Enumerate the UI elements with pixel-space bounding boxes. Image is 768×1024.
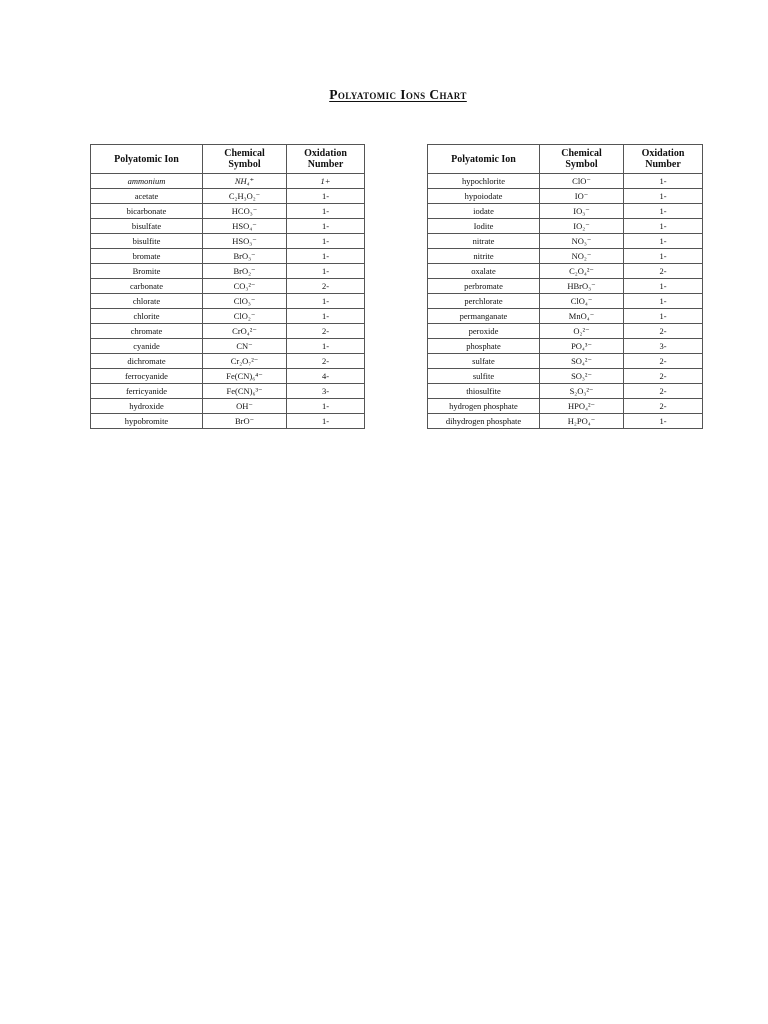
ion-name-cell: hypoiodate (428, 189, 540, 204)
table-row (428, 354, 703, 369)
chemical-symbol-cell: ClO₄⁻ (540, 294, 624, 309)
table-row (428, 414, 703, 429)
table-row (91, 399, 365, 414)
table-header-row (428, 145, 703, 174)
table-row (428, 294, 703, 309)
oxidation-number-cell: 1- (287, 414, 365, 429)
oxidation-number-cell: 1- (624, 294, 703, 309)
ion-name-cell: perbromate (428, 279, 540, 294)
ions-table-left (90, 144, 365, 429)
ion-name-cell: acetate (91, 189, 203, 204)
chemical-symbol-cell: PO₄³⁻ (540, 339, 624, 354)
oxidation-number-cell: 4- (287, 369, 365, 384)
chemical-symbol-cell: MnO₄⁻ (540, 309, 624, 324)
oxidation-number-cell: 2- (624, 399, 703, 414)
ion-name-cell: hydrogen phosphate (428, 399, 540, 414)
header-oxidation-number-line1: Oxidation (641, 148, 685, 159)
chemical-symbol-cell: Fe(CN)₆⁴⁻ (203, 369, 287, 384)
oxidation-number-cell: 2- (624, 369, 703, 384)
table-header-row (91, 145, 365, 174)
chemical-symbol-cell: HPO₄²⁻ (540, 399, 624, 414)
ions-table-left-body (91, 174, 365, 429)
ion-name-cell: permanganate (428, 309, 540, 324)
chemical-symbol-cell: NO₃⁻ (540, 234, 624, 249)
chemical-symbol-cell: IO⁻ (540, 189, 624, 204)
table-row (428, 324, 703, 339)
chemical-symbol-cell: NH₄⁺ (203, 174, 287, 189)
ion-name-cell: dihydrogen phosphate (428, 414, 540, 429)
ion-name-cell: hypobromite (91, 414, 203, 429)
ion-name-cell: dichromate (91, 354, 203, 369)
ion-name-cell: chromate (91, 324, 203, 339)
oxidation-number-cell: 1- (287, 234, 365, 249)
chemical-symbol-cell: BrO₂⁻ (203, 264, 287, 279)
ion-name-cell: ferrocyanide (91, 369, 203, 384)
oxidation-number-cell: 1+ (287, 174, 365, 189)
chemical-symbol-cell: IO₃⁻ (540, 204, 624, 219)
header-oxidation-number-line1: Oxidation (304, 148, 347, 159)
oxidation-number-cell: 1- (287, 339, 365, 354)
ion-name-cell: peroxide (428, 324, 540, 339)
ion-name-cell: ferricyanide (91, 384, 203, 399)
chemical-symbol-cell: NO₂⁻ (540, 249, 624, 264)
ion-name-cell: bicarbonate (91, 204, 203, 219)
header-oxidation-number-line2: Number (307, 159, 344, 170)
chemical-symbol-cell: O₂²⁻ (540, 324, 624, 339)
chemical-symbol-cell: OH⁻ (203, 399, 287, 414)
oxidation-number-cell: 1- (287, 189, 365, 204)
oxidation-number-cell: 2- (287, 354, 365, 369)
table-row (91, 324, 365, 339)
header-chemical-symbol-line2: Symbol (565, 159, 598, 170)
chemical-symbol-cell: HBrO₃⁻ (540, 279, 624, 294)
chemical-symbol-cell: ClO⁻ (540, 174, 624, 189)
oxidation-number-cell: 1- (287, 219, 365, 234)
oxidation-number-cell: 3- (624, 339, 703, 354)
table-row (91, 279, 365, 294)
ion-name-cell: Bromite (91, 264, 203, 279)
oxidation-number-cell: 2- (624, 264, 703, 279)
ion-name-cell: carbonate (91, 279, 203, 294)
table-row (428, 174, 703, 189)
chemical-symbol-cell: C₂H₃O₂⁻ (203, 189, 287, 204)
ion-name-cell: sulfite (428, 369, 540, 384)
header-polyatomic-ion: Polyatomic Ion (91, 145, 203, 174)
table-row (91, 369, 365, 384)
ion-name-cell: bisulfite (91, 234, 203, 249)
chemical-symbol-cell: HSO₄⁻ (203, 219, 287, 234)
table-row (91, 264, 365, 279)
ion-name-cell: oxalate (428, 264, 540, 279)
ion-name-cell: chlorite (91, 309, 203, 324)
oxidation-number-cell: 1- (287, 399, 365, 414)
header-oxidation-number (624, 145, 703, 174)
oxidation-number-cell: 1- (624, 174, 703, 189)
oxidation-number-cell: 1- (624, 279, 703, 294)
ion-name-cell: chlorate (91, 294, 203, 309)
oxidation-number-cell: 1- (624, 204, 703, 219)
chemical-symbol-cell: BrO₃⁻ (203, 249, 287, 264)
oxidation-number-cell: 1- (287, 204, 365, 219)
chemical-symbol-cell: ClO₂⁻ (203, 309, 287, 324)
oxidation-number-cell: 2- (624, 324, 703, 339)
oxidation-number-cell: 1- (624, 414, 703, 429)
ion-name-cell: sulfate (428, 354, 540, 369)
chemical-symbol-cell: CO₃²⁻ (203, 279, 287, 294)
ion-name-cell: cyanide (91, 339, 203, 354)
ion-name-cell: perchlorate (428, 294, 540, 309)
oxidation-number-cell: 1- (624, 234, 703, 249)
chemical-symbol-cell: IO₂⁻ (540, 219, 624, 234)
table-row (428, 204, 703, 219)
ion-name-cell: bromate (91, 249, 203, 264)
table-row (428, 339, 703, 354)
header-oxidation-number-line2: Number (645, 159, 681, 170)
header-chemical-symbol-line1: Chemical (561, 148, 602, 159)
ion-name-cell: phosphate (428, 339, 540, 354)
oxidation-number-cell: 1- (287, 294, 365, 309)
header-chemical-symbol (540, 145, 624, 174)
chemical-symbol-cell: C₂O₄²⁻ (540, 264, 624, 279)
oxidation-number-cell: 1- (287, 264, 365, 279)
oxidation-number-cell: 2- (624, 354, 703, 369)
chemical-symbol-cell: Fe(CN)₆³⁻ (203, 384, 287, 399)
ion-name-cell: nitrate (428, 234, 540, 249)
chemical-symbol-cell: SO₄²⁻ (540, 354, 624, 369)
table-row (428, 369, 703, 384)
ion-name-cell: ammonium (91, 174, 203, 189)
table-row (91, 219, 365, 234)
header-chemical-symbol-line1: Chemical (224, 148, 265, 159)
oxidation-number-cell: 1- (624, 249, 703, 264)
oxidation-number-cell: 1- (624, 219, 703, 234)
table-row (91, 189, 365, 204)
oxidation-number-cell: 1- (624, 309, 703, 324)
ions-table-right-body (428, 174, 703, 429)
oxidation-number-cell: 2- (287, 279, 365, 294)
page-title-text: Polyatomic Ions Chart (329, 87, 467, 102)
oxidation-number-cell: 2- (287, 324, 365, 339)
chemical-symbol-cell: SO₃²⁻ (540, 369, 624, 384)
header-chemical-symbol (203, 145, 287, 174)
chemical-symbol-cell: HSO₃⁻ (203, 234, 287, 249)
oxidation-number-cell: 2- (624, 384, 703, 399)
oxidation-number-cell: 1- (287, 309, 365, 324)
table-row (91, 294, 365, 309)
ion-name-cell: iodate (428, 204, 540, 219)
table-row (428, 279, 703, 294)
table-row (91, 204, 365, 219)
table-row (428, 219, 703, 234)
table-row (428, 264, 703, 279)
table-row (428, 249, 703, 264)
table-row (91, 249, 365, 264)
table-row (91, 174, 365, 189)
header-oxidation-number (287, 145, 365, 174)
ion-name-cell: nitrite (428, 249, 540, 264)
oxidation-number-cell: 3- (287, 384, 365, 399)
table-row (91, 309, 365, 324)
ion-name-cell: hydroxide (91, 399, 203, 414)
chemical-symbol-cell: CN⁻ (203, 339, 287, 354)
table-row (428, 384, 703, 399)
chemical-symbol-cell: S₂O₃²⁻ (540, 384, 624, 399)
table-row (91, 384, 365, 399)
table-row (428, 234, 703, 249)
table-row (91, 354, 365, 369)
chemical-symbol-cell: H₂PO₄⁻ (540, 414, 624, 429)
table-row (428, 399, 703, 414)
chemical-symbol-cell: BrO⁻ (203, 414, 287, 429)
ions-table-right (427, 144, 703, 429)
ion-name-cell: bisulfate (91, 219, 203, 234)
ion-name-cell: hypochlorite (428, 174, 540, 189)
ion-name-cell: Iodite (428, 219, 540, 234)
page-title (0, 87, 768, 103)
header-chemical-symbol-line2: Symbol (228, 159, 261, 170)
table-row (91, 339, 365, 354)
chemical-symbol-cell: HCO₃⁻ (203, 204, 287, 219)
chemical-symbol-cell: ClO₃⁻ (203, 294, 287, 309)
table-row (428, 189, 703, 204)
table-row (428, 309, 703, 324)
ion-name-cell: thiosulfite (428, 384, 540, 399)
chemical-symbol-cell: CrO₄²⁻ (203, 324, 287, 339)
chemical-symbol-cell: Cr₂O₇²⁻ (203, 354, 287, 369)
oxidation-number-cell: 1- (624, 189, 703, 204)
header-polyatomic-ion: Polyatomic Ion (428, 145, 540, 174)
table-row (91, 234, 365, 249)
table-row (91, 414, 365, 429)
oxidation-number-cell: 1- (287, 249, 365, 264)
